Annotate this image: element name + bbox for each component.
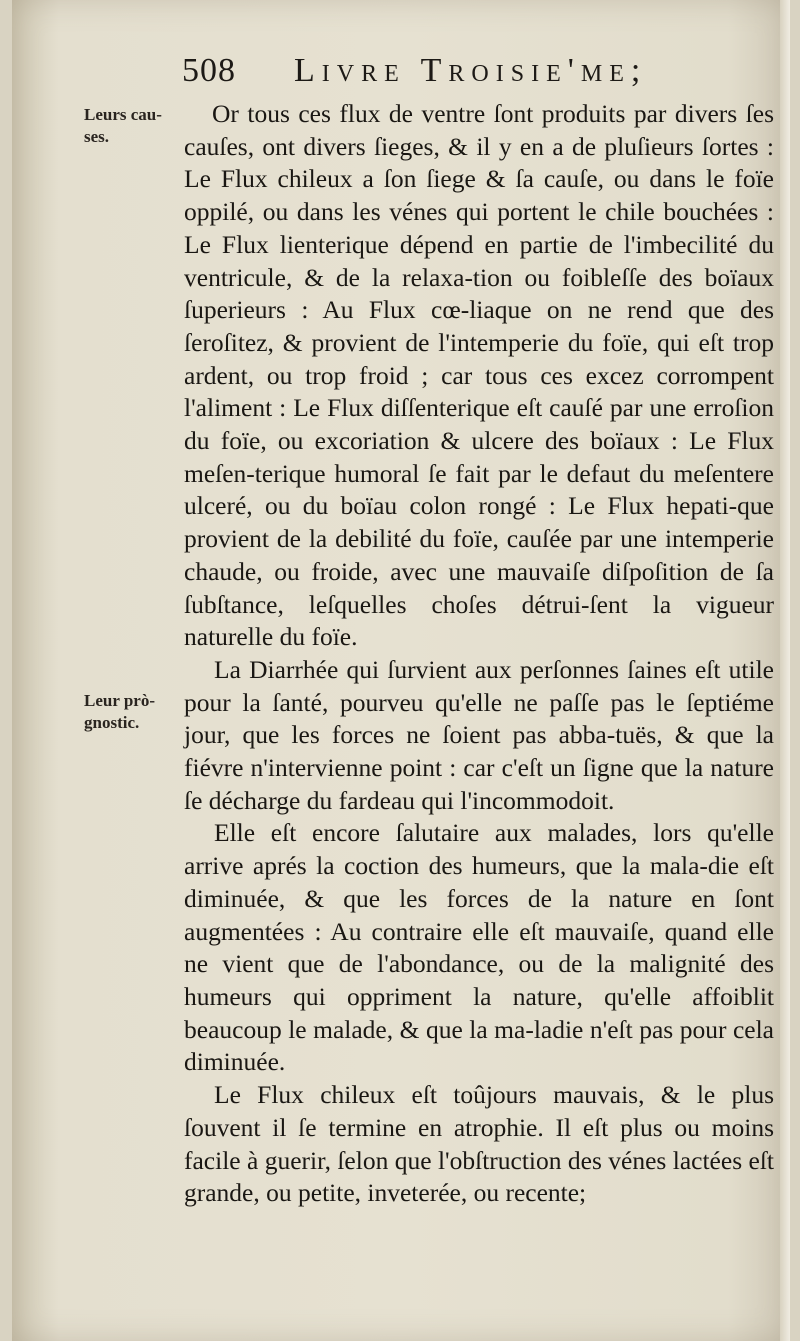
running-header xyxy=(182,52,782,102)
paragraph-causes: Or tous ces flux de ventre ſont produits par divers ſes cauſes, ont divers ſieges, & il y en a de pluſieurs ſortes : Le Flux chileux a ſon ſiege & ſa cauſe, ou dans le foïe oppilé, ou dans les vénes qui portent le chile bouchées : Le Flux lienterique dépend en partie de l'imbecilité du ventricule, & de la relaxa-tion ou foibleſſe des boïaux ſuperieurs : Au Flux cœ-liaque on ne rend que des ſeroſitez, & provient de l'intemperie du foïe, qui eſt trop ardent, ou trop froid ; car tous ces excez corrompent l'aliment : Le Flux diſſenterique eſt cauſé par une erroſion du foïe, ou excoriation & ulcere des boïaux : Le Flux meſen-terique humoral ſe fait par le defaut du meſentere ulceré, ou du boïau colon rongé : Le Flux hepati-que provient de la debilité du foïe, cauſée par une intemperie chaude, ou froide, avec une mauvaiſe diſpoſition de ſa ſubſtance, leſquelles choſes détrui-ſent la vigueur naturelle du foïe. xyxy=(184,99,774,652)
paragraph-chylous-flux: Le Flux chileux eſt toûjours mauvais, & le plus ſouvent il ſe termine en atrophie. Il eſt plus ou moins facile à guerir, ſelon que l'obſtruction des vénes lactées eſt grande, ou petite, inveterée, ou recente; xyxy=(184,1080,774,1208)
body-text xyxy=(184,98,774,1210)
margin-note-causes: Leurs cau-ses. xyxy=(84,105,162,146)
page-number: 508 xyxy=(182,52,236,89)
running-title: Livre Troisie'me; xyxy=(294,52,648,89)
paragraph-salutary: Elle eſt encore ſalutaire aux malades, lors qu'elle arrive aprés la coction des humeurs, que la mala-die eſt diminuée, & que les forces de la nature en ſont augmentées : Au contraire elle eſt mauvaiſe, quand elle ne vient que de l'abondance, ou de la malignité des humeurs qui oppriment la nature, qu'elle affoiblit beaucoup le malade, & que la ma-ladie n'eſt pas pour cela diminuée. xyxy=(184,818,774,1077)
paragraph-diarrhea: La Diarrhée qui ſurvient aux perſonnes ſaines eſt utile pour la ſanté, pourveu qu'elle ne paſſe pas le ſeptiéme jour, que les forces ne ſoient pas abba-tuës, & que la fiévre n'intervienne point : car c'eſt un ſigne que la nature ſe décharge du fardeau qui l'incommodoit. xyxy=(184,654,774,815)
book-page xyxy=(12,0,790,1341)
page-edge xyxy=(780,0,790,1341)
margin-note-prognostic: Leur prò-gnostic. xyxy=(84,691,155,732)
